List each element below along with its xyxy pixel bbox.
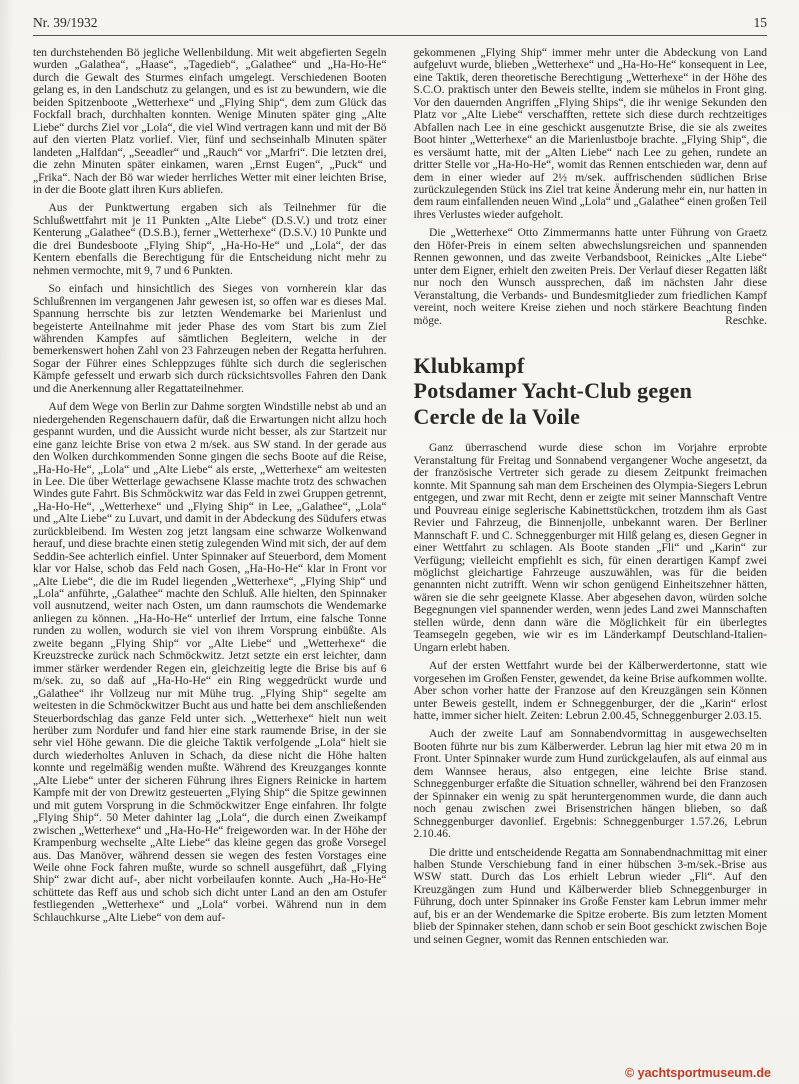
paragraph: Aus der Punktwertung ergaben sich als Teilnehmer für die Schlußwettfahrt mit je 11 Punkten „Alte Liebe“ (D.S.V.) und trotz einer Kenterung „Galathee“ (D.S.B.), ferner „Wetterhexe“ (D.S.V.) 10 Punkte und die drei Bundesboote „Flying Ship“, „Ha-Ho-He“ und „Lola“, der das Kentern ebenfalls die Berechtigung für die Entscheidung nicht mehr zu nehmen vermochte, mit 9, 7 und 6 Punkten.	[33, 202, 387, 277]
paragraph-text: Die „Wetterhexe“ Otto Zimmermanns hatte unter Führung von Graetz den Höfer-Preis in einem selten abwechslungsreichen und spannenden Rennen gewonnen, und das zweite Verbandsboot, Reinickes „Alte Liebe“ unter dem Eigner, erhielt den zweiten Preis. Der Verlauf dieser Regatten läßt nur noch den Wunsch aussprechen, daß im nächsten Jahr diese Veranstaltung, die Verbands- und Bundesmitglieder zum friedlichen Kampf vereint, noch weitere Kreise ziehen und noch stärkere Beachtung finden möge.	[413, 227, 767, 327]
headline-line: Klubkampf	[413, 352, 525, 378]
right-column	[414, 47, 768, 946]
page-number: 15	[753, 15, 767, 30]
paragraph: Ganz überraschend wurde diese schon im Vorjahre erprobte Veranstaltung für Freitag und Sonnabend vergangener Woche angesetzt, da der französische Vertreter sich gerade zu diesem Zeitpunkt freimachen konnte. Mit Spannung sah man dem Erscheinen des Olympia-Siegers Lebrun entgegen, und zwar mit Recht, denn er zeigte mit seiner Mannschaft Ventre und Pouvreau einige seglerische Kabinettstückchen, trotzdem ihm als Gast Revier und Fahrzeug, die Binnenjolle, unbekannt waren. Der Berliner Mannschaft F. und C. Schneggenburger mit Hilß gelang es, diesen Gegner in einer Wettfahrt zu schlagen. Als Boote standen „Fli“ und „Karin“ zur Verfügung; vielleicht empfiehlt es sich, für einen derartigen Kampf zwei möglichst gleichartige Fahrzeuge auszuwählen, was für die beiden genannten nicht zutrifft. Wenn wir schon genügend Einheitszehner hätten, wären sie die sehr geeignete Klasse. Aber abgesehen davon, würden solche Begegnungen viel spannender werden, wenn jedes Land zwei Mannschaften stellen würde, denn dann wäre die Möglichkeit für ein überlegtes Teamsegeln gegeben, wie wir es im Länderkampf Deutschland-Italien-Ungarn erlebt haben.	[413, 442, 767, 654]
paragraph: So einfach und hinsichtlich des Sieges von vornherein klar das Schlußrennen im vergangenen Jahr gewesen ist, so offen war es dieses Mal. Spannung herrschte bis zur letzten Wendemarke bei Marienlust und begeisterte Anteilnahme mit jeder Phase des vom Start bis zum Ziel währenden Kampfes auf sämtlichen Begleitern, welche in der bemerkenswert hohen Zahl von 23 Fahrzeugen neben der Regatta herfuhren. Sogar der Führer eines Schleppzuges fühlte sich durch die seglerischen Kämpfe gefesselt und erwarb sich durch rücksichtsvolles Fahren den Dank und die Anerkennung aller Regattateilnehmer.	[33, 283, 387, 395]
issue-number: Nr. 39/1932	[33, 15, 98, 30]
headline-line: Cercle de la Voile	[413, 403, 581, 429]
watermark: © yachtsportmuseum.de	[624, 1066, 771, 1080]
article-headline	[414, 353, 768, 430]
paragraph: ten durchstehenden Bö jegliche Wellenbildung. Mit weit abgefierten Segeln wurden „Galathea“, „Haase“, „Tagedieb“, „Galathee“ und „Ha-Ho-He“ durch die Gewalt des Sturmes einfach umgelegt. Verschiedenen Booten gelang es, in den Landschutz zu gelangen, und es ist zu bewundern, wie die beiden Spitzenboote „Wetterhexe“ und „Flying Ship“, dem zum Glück das Fockfall brach, durchhalten konnten. Wenige Minuten später ging „Alte Liebe“ durchs Ziel vor „Lola“, die viel Wind vertragen kann und mit der Bö auf den vierten Platz vorlief. Vier, fünf und sechseinhalb Minuten später landeten „Halfdan“, „Seeadler“ und „Rauch“ vor „Marfri“. Die letzten drei, die zehn Minuten später einkamen, waren „Ernst Eugen“, „Puck“ und „Frika“. Nach der Bö war wieder herrliches Wetter mit einer leichten Brise, in der die Boote glatt ihren Kurs abliefen.	[33, 47, 387, 196]
paragraph: gekommenen „Flying Ship“ immer mehr unter die Abdeckung von Land aufgeluvt wurde, blieben „Wetterhexe“ und „Ha-Ho-He“ konsequent in Lee, eine Taktik, deren theoretische Berechtigung „Wetterhexe“ in der Höhe des S.C.O. praktisch unter den Beweis stellte, indem sie mühelos in Front ging. Vor den dauernden Angriffen „Flying Ships“, die ihr wenige Sekunden den Platz vor „Alte Liebe“ verschafften, rettete sich diese durch rechtzeitiges Abfallen nach Lee in eine geschickt ausgenutzte Brise, die sie als zweites Boot hinter „Wetterhexe“ an die Marienlustboje brachte. „Flying Ship“, die es versäumt hatte, mit der „Alten Liebe“ nach Lee zu gehen, rundete an dritter Stelle vor „Ha-Ho-He“, womit das Rennen entschieden war, denn auf dem in einer wieder auf 2½ m/sek. auffrischenden südlichen Brise zurückzulegenden Stück ins Ziel trat keine Änderung mehr ein, nur hatten in dem raum einfallenden neuen Wind „Lola“ und „Galathee“ einen großen Teil ihres Verlustes wieder aufgeholt.	[413, 47, 767, 221]
author-signature: Reschke.	[725, 314, 767, 327]
paragraph: Auf dem Wege von Berlin zur Dahme sorgten Windstille nebst ab und an niedergehenden Regenschauern dafür, daß die Erwartungen nicht allzu hoch gespannt wurden, und die Aussicht wurde nicht besser, als zur Startzeit nur eine ganz leichte Brise von etwa 2 m/sek. aus SW stand. In der gerade aus den Wolken durchkommenden Sonne gingen die sechs Boote auf die Reise, „Ha-Ho-He“, „Lola“ und „Alte Liebe“ als erste, „Wetterhexe“ am weitesten in Lee. Die über Wetterlage gewachsene Klasse machte trotz des schwachen Windes gute Fahrt. Bis Schmöckwitz war das Feld in zwei Gruppen getrennt, „Ha-Ho-He“, „Wetterhexe“ und „Flying Ship“ in Lee, „Galathee“, „Lola“ und „Alte Liebe“ zu Luvart, und damit in der Abdeckung des Südufers etwas zurückbleibend. Im Westen zog jetzt langsam eine schwarze Wolkenwand herauf, und diese brachte einen stetig zulegenden Wind mit sich, der auf dem Seddin-See achterlich einfiel. Unter Spinnaker auf Steuerbord, dem Moment klar vor Halse, schob das Feld nach Gosen, „Ha-Ho-He“ klar in Front vor „Alte Liebe“, die die im Rudel liegenden „Wetterhexe“, „Flying Ship“ und „Lola“ anführte, „Galathee“ machte den Schluß. Alle hielten, den Spinnaker voll ausnutzend, weiter nach Osten, um dann raumschots die Wendemarke anliegen zu können. „Ha-Ho-He“ unterlief der Irrtum, eine falsche Tonne runden zu wollen, wodurch sie viel von ihrem Vorsprung einbüßte. Als zweite begann „Flying Ship“ vor „Alte Liebe“ und „Wetterhexe“ die Kreuzstrecke zurück nach Schmöckwitz. Jetzt setzte ein erst leichter, dann immer stärker werdender Regen ein, gleichzeitig legte die Brise bis auf 6 m/sek. zu, so daß auf „Ha-Ho-He“ ein Ring weggedrückt wurde und „Galathee“ ihr Vollzeug nur mit Mühe trug. „Flying Ship“ segelte am weitesten in die Schmöckwitzer Bucht aus und hatte bei dem anschließenden Steuerbordschlag das ganze Feld unter sich. „Wetterhexe“ hielt nun weit herüber zum Nordufer und fand hier eine stark raumende Brise, in der sie sehr viel Höhe gewann. Die die gleiche Taktik verfolgende „Lola“ hielt sie durch wiederholtes Anluven in Schach, da diese nicht die Höhe halten konnte und regelmäßig wenden mußte. Während des Kreuzganges konnte „Alte Liebe“ unter der sicheren Führung ihres Eigners Reinicke in hartem Kampfe mit der von Drewitz gesteuerten „Flying Ship“ die Spitze gewinnen und mit gutem Vorsprung in die Schmöckwitzer Enge einfahren. Ihr folgte „Flying Ship“. 50 Meter dahinter lag „Lola“, die durch einen Zweikampf zwischen „Wetterhexe“ und „Ha-Ho-He“ freigeworden war. In der Höhe der Krampenburg wechselte „Alte Liebe“ das kleine gegen das große Vorsegel aus. Das Manöver, während dessen sie wegen des festen Vorstages eine Weile ohne Fock fahren mußte, wurde so schnell ausgeführt, daß „Flying Ship“ zwar dicht auf-, aber nicht vorbeilaufen konnte. Auch „Ha-Ho-He“ schüttete das Reff aus und schob sich dicht unter Land an den am Ostufer festliegenden „Wetterhexe“ und „Lola“ vorbei. Während nun in dem Schlauchkurse „Alte Liebe“ von dem auf-	[33, 401, 387, 924]
paragraph: Auf der ersten Wettfahrt wurde bei der Kälberwerdertonne, statt wie vorgesehen im Großen Fenster, gewendet, da keine Brise aufkommen wollte. Aber schon vorher hatte der Franzose auf den Kreuzgängen sein Können unter Beweis gestellt, indem er Schneggenburger, der die „Karin“ erlost hatte, immer sicher hielt. Zeiten: Lebrun 2.00.45, Schneggenburger 2.03.15.	[413, 660, 767, 722]
paragraph	[414, 227, 768, 327]
text-columns	[0, 36, 799, 946]
paragraph: Die dritte und entscheidende Regatta am Sonnabendnachmittag mit einer halben Stunde Verschiebung fand in einer hübschen 3-m/sek.-Brise aus WSW statt. Durch das Los erhielt Lebrun wieder „Fli“. Auf den Kreuzgängen zum Hund und Kälberwerder blieb Schneggenburger in Führung, doch unter Spinnaker ins Große Fenster kam Lebrun immer mehr auf, bis er an der Wendemarke die Spitze eroberte. Bis zum letzten Moment blieb der Spinnaker stehen, dann schob er sein Boot geschickt zwischen Boje und seinen Gegner, womit das Rennen entschieden war.	[413, 846, 767, 946]
page-header	[0, 0, 799, 30]
left-column	[33, 47, 387, 946]
paragraph: Auch der zweite Lauf am Sonnabendvormittag in ausgewechselten Booten führte nur bis zum Kälberwerder. Lebrun lag hier mit etwa 20 m in Front. Unter Spinnaker wurde zum Hund zurückgelaufen, als auf einmal aus dem Wannsee heraus, also entgegen, eine leichte Brise stand. Schneggenburger erfaßte die Situation schneller, während bei den Franzosen der Spinnaker ein wenig zu spät heruntergenommen wurde, die dann auch noch genau zwischen zwei Brisenstrichen hängen blieben, so daß Schneggenburger davonlief. Ergebnis: Schneggenburger 1.57.26, Lebrun 2.10.46.	[413, 728, 767, 841]
headline-line: Potsdamer Yacht-Club gegen	[413, 378, 693, 404]
